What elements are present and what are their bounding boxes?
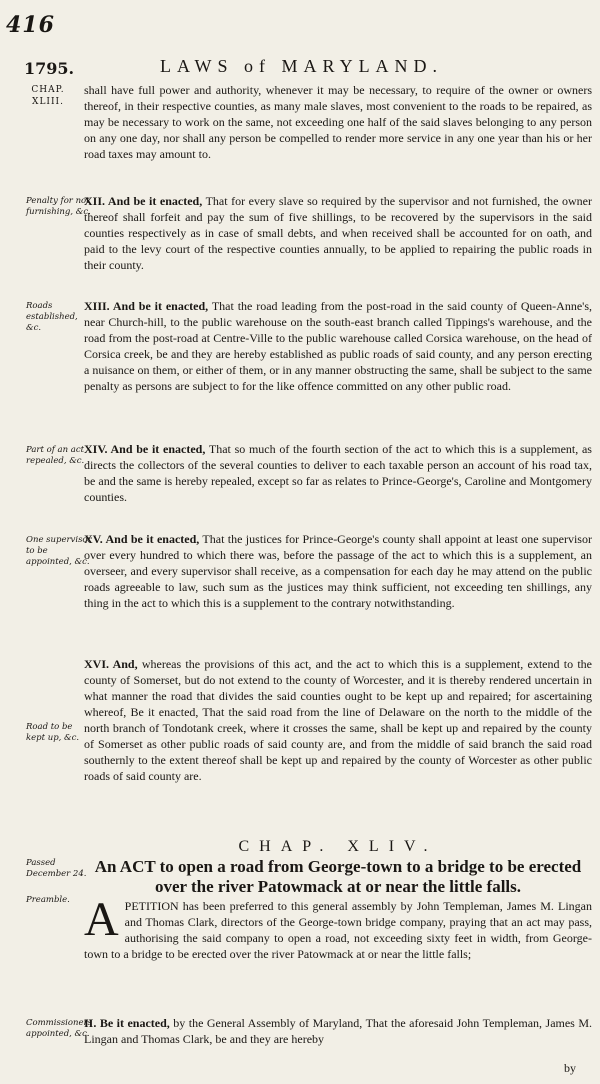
margin-note-passed: Passed December 24. — [26, 858, 87, 879]
margin-note-roads: Roads established, &c. — [26, 301, 78, 333]
margin-note-commission: Commissioners appointed, &c. — [26, 1018, 92, 1039]
section-lead: XII. And be it enacted, — [84, 194, 203, 208]
section-xiv — [84, 441, 592, 505]
section-lead: XIII. And be it enacted, — [84, 299, 209, 313]
margin-note-road-kept: Road to be kept up, &c. — [26, 722, 80, 743]
section-xvi — [84, 656, 592, 784]
act-title: An ACT to open a road from George-town to a bridge to be erected over the river Patowmack at or near the little falls. — [94, 857, 582, 896]
chapter-side-mark: CHAP. XLIII. — [31, 85, 65, 107]
drop-capital: A — [84, 893, 119, 946]
section-lead: XV. And be it enacted, — [84, 532, 200, 546]
page-number: 416 — [6, 12, 55, 38]
margin-note-preamble: Preamble. — [26, 895, 70, 905]
margin-note-penalty: Penalty for not furnishing, &c. — [26, 196, 91, 217]
section-text: by the General Assembly of Maryland, That the aforesaid John Templeman, James M. Lingan and Thomas Clark, be and they are hereby — [84, 1016, 593, 1046]
section-xii — [84, 193, 592, 273]
section-xv — [84, 531, 592, 611]
section-text: That the justices for Prince-George's county shall appoint at least one supervisor over every hundred to which there was, before the passage of the act to which this is a supplement, an overseer, and every supervisor shall receive, as a compensation for each day he may attend on the public roads agreeable to law, such sum as the justices may think sufficient, not exceeding ten shillings, any thing in the act to which this is a supplement to the contrary notwithstanding. — [84, 532, 592, 610]
margin-note-repealed: Part of an act repealed, &c. — [26, 445, 85, 466]
running-title: LAWS of MARYLAND. — [160, 56, 444, 76]
section-lead: XIV. And be it enacted, — [84, 442, 206, 456]
catchword: by — [564, 1061, 576, 1075]
section-lead: XVI. And, — [84, 657, 138, 671]
section-text: That so much of the fourth section of the act to which this is a supplement, as directs the collectors of the several counties to deliver to each taxable person an account of his road tax, be and the same is hereby repealed, except so far as relates to Prince-George's, Caroline and Montgomery counties. — [84, 442, 592, 504]
margin-note-supervisor: One supervisor to be appointed, &c. — [26, 535, 92, 567]
preamble-text: PETITION has been preferred to this general assembly by John Templeman, James M. Lingan and Thomas Clark, directors of the George-town bridge company, praying that an act may pass, authorising the said company to open a road, not exceeding sixty feet in width, from George-town to a bridge to be erected over the river Patowmack at or near the little falls; — [84, 899, 592, 961]
section-text: whereas the provisions of this act, and the act to which this is a supplement, extend to the county of Somerset, but do not extend to the county of Worcester, and it is thereby rendered uncertain in what manner the road that divides the said counties ought to be kept up and repaired; for ascertaining whereof, Be it enacted, That the said road from the line of Delaware on the north to the middle of the north branch of Tondotank creek, where it crosses the same, shall be kept up and repaired by the county of Somerset as other public roads of said county are, and from the middle of said branch the said road southernly to the extent thereof shall be kept up and repaired by the county of Worcester as other public roads of said county are. — [84, 657, 592, 783]
paragraph-text: shall have full power and authority, whenever it may be necessary, to require of the owner or owners thereof, in their respective counties, as many male slaves, most convenient to the roads to be repaired, as may be necessary to work on the same, not exceeding one half of the said slaves belonging to any person on any one day, nor shall any person be compelled to render more service in any one year than his or her road taxes may amount to. — [84, 83, 592, 161]
section-text: That for every slave so required by the supervisor and not furnished, the owner thereof shall forfeit and pay the sum of five shillings, to be recovered by the supervisors in the said counties respectively as in case of small debts, and when received shall be accounted for on oath, and paid to the levy court of the respective counties annually, to be applied to repairing the public roads in their county. — [84, 194, 592, 272]
section-xiii — [84, 298, 592, 394]
section-ii — [84, 1015, 592, 1047]
section-lead: II. Be it enacted, — [84, 1016, 170, 1030]
chapter-heading: CHAP. XLIV. — [238, 838, 438, 855]
paragraph-continuation — [84, 82, 592, 162]
preamble — [84, 893, 592, 962]
year-mark: 1795. — [24, 59, 75, 78]
section-text: That the road leading from the post-road in the said county of Queen-Anne's, near Church-hill, to the public warehouse on the south-east branch called Tippings's warehouse, and the road from the post-road at Centre-Ville to the public warehouse called Corsica warehouse, on the head of Corsica creek, be and they are hereby established as public roads of said county, and any person erecting a nuisance on them, or either of them, or in any manner obstructing the same, shall be subject to the same penalty as persons are subject to for the like offence committed on any other public road. — [84, 299, 592, 393]
